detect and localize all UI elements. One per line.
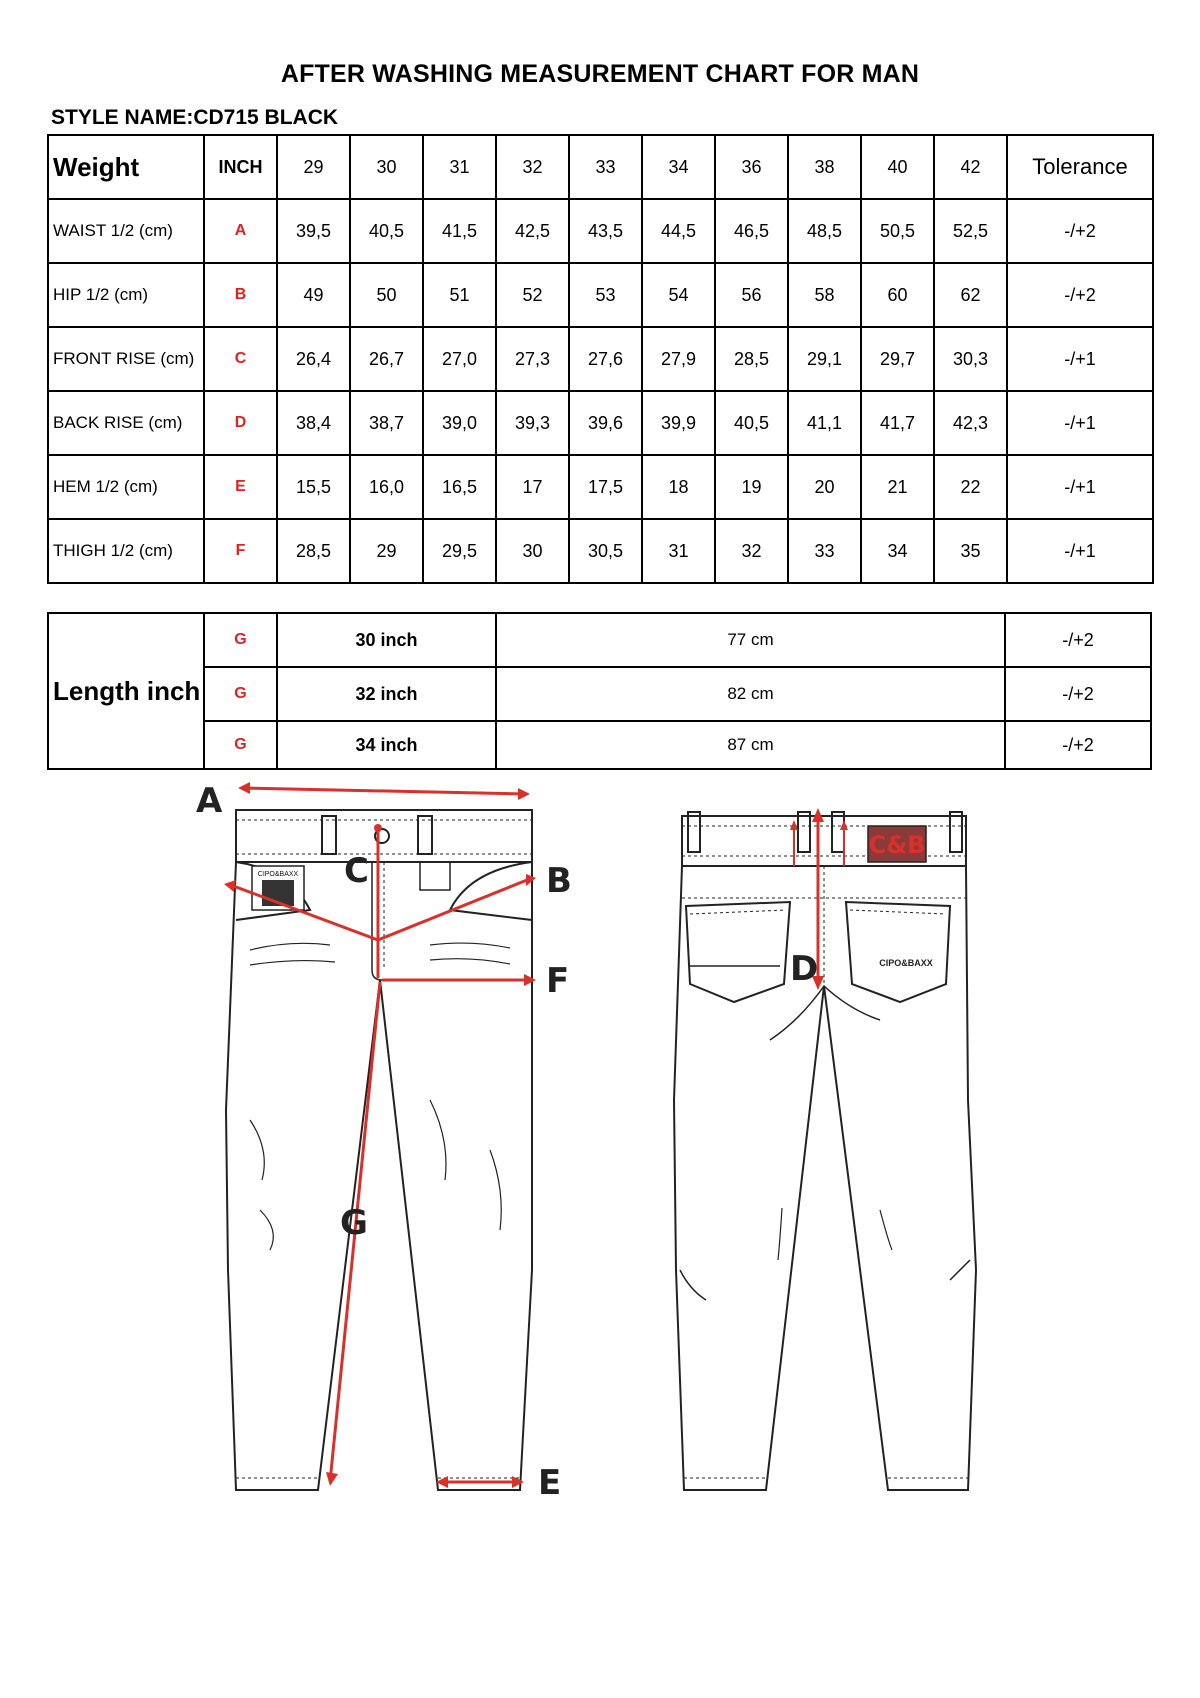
table-cell: 62 — [934, 263, 1007, 327]
table-cell: 52,5 — [934, 199, 1007, 263]
belt-loop — [322, 816, 336, 854]
table-cell: 26,7 — [350, 327, 423, 391]
table-row — [48, 519, 1153, 583]
table-cell: 39,0 — [423, 391, 496, 455]
table-cell: 30 — [496, 519, 569, 583]
header-size: 33 — [569, 135, 642, 199]
table-cell: 50,5 — [861, 199, 934, 263]
length-tolerance: -/+2 — [1005, 721, 1151, 769]
row-label: FRONT RISE (cm) — [48, 327, 204, 391]
table-cell: 15,5 — [277, 455, 350, 519]
row-label: BACK RISE (cm) — [48, 391, 204, 455]
length-table — [47, 612, 1152, 770]
measure-line-a — [242, 788, 526, 794]
header-size: 42 — [934, 135, 1007, 199]
length-cm: 77 cm — [496, 613, 1005, 667]
header-size: 32 — [496, 135, 569, 199]
length-cm: 82 cm — [496, 667, 1005, 721]
table-cell: 41,1 — [788, 391, 861, 455]
table-cell: 39,6 — [569, 391, 642, 455]
back-brand-label — [868, 826, 926, 862]
table-cell: 16,0 — [350, 455, 423, 519]
table-cell: 30,3 — [934, 327, 1007, 391]
front-pocket-right — [450, 862, 532, 920]
length-code: G — [204, 721, 277, 769]
page-title: AFTER WASHING MEASUREMENT CHART FOR MAN — [280, 60, 920, 88]
table-cell: 18 — [642, 455, 715, 519]
row-code: D — [204, 391, 277, 455]
length-inch: 32 inch — [277, 667, 496, 721]
belt-loop — [832, 812, 844, 852]
table-cell: 43,5 — [569, 199, 642, 263]
label-e: E — [538, 1463, 562, 1503]
table-cell: 49 — [277, 263, 350, 327]
row-label: HIP 1/2 (cm) — [48, 263, 204, 327]
belt-loop — [798, 812, 810, 852]
table-cell: 27,0 — [423, 327, 496, 391]
back-view — [674, 812, 976, 1490]
length-label: Length inch — [48, 613, 204, 769]
table-cell: 39,5 — [277, 199, 350, 263]
table-cell: 38,4 — [277, 391, 350, 455]
table-cell: 29,1 — [788, 327, 861, 391]
belt-loop — [418, 816, 432, 854]
jeans-technical-drawing — [0, 770, 1200, 1570]
table-cell: 20 — [788, 455, 861, 519]
belt-loop — [688, 812, 700, 852]
length-row — [48, 613, 1151, 667]
table-cell: 27,6 — [569, 327, 642, 391]
table-cell: 52 — [496, 263, 569, 327]
table-cell: 41,5 — [423, 199, 496, 263]
table-cell: 30,5 — [569, 519, 642, 583]
table-cell: 54 — [642, 263, 715, 327]
back-label-text: C&B — [868, 831, 926, 859]
header-inch: INCH — [204, 135, 277, 199]
back-pocket-text: CIPO&BAXX — [879, 958, 933, 968]
label-a: A — [196, 781, 223, 821]
length-inch: 34 inch — [277, 721, 496, 769]
table-cell: 44,5 — [642, 199, 715, 263]
table-cell: 48,5 — [788, 199, 861, 263]
table-cell: 50 — [350, 263, 423, 327]
header-size: 31 — [423, 135, 496, 199]
length-tolerance: -/+2 — [1005, 613, 1151, 667]
table-cell: 31 — [642, 519, 715, 583]
row-label: HEM 1/2 (cm) — [48, 455, 204, 519]
table-cell: 17,5 — [569, 455, 642, 519]
row-label: THIGH 1/2 (cm) — [48, 519, 204, 583]
table-cell: 51 — [423, 263, 496, 327]
back-pocket-right — [846, 902, 950, 1002]
table-cell: 39,3 — [496, 391, 569, 455]
table-cell: 22 — [934, 455, 1007, 519]
row-tolerance: -/+1 — [1007, 327, 1153, 391]
table-cell: 17 — [496, 455, 569, 519]
row-code: F — [204, 519, 277, 583]
back-pocket-left — [686, 902, 790, 1002]
table-cell: 41,7 — [861, 391, 934, 455]
table-cell: 35 — [934, 519, 1007, 583]
table-cell: 60 — [861, 263, 934, 327]
table-row — [48, 455, 1153, 519]
length-code: G — [204, 667, 277, 721]
label-c: C — [344, 851, 369, 891]
header-size: 40 — [861, 135, 934, 199]
header-tolerance: Tolerance — [1007, 135, 1153, 199]
table-cell: 33 — [788, 519, 861, 583]
length-row — [48, 721, 1151, 769]
table-cell: 29,5 — [423, 519, 496, 583]
length-code: G — [204, 613, 277, 667]
row-code: C — [204, 327, 277, 391]
table-cell: 58 — [788, 263, 861, 327]
table-cell: 42,5 — [496, 199, 569, 263]
row-tolerance: -/+1 — [1007, 391, 1153, 455]
header-size: 29 — [277, 135, 350, 199]
table-cell: 28,5 — [715, 327, 788, 391]
label-f: F — [546, 961, 570, 1001]
front-patch-text: CIPO&BAXX — [257, 871, 299, 878]
table-cell: 46,5 — [715, 199, 788, 263]
table-cell: 27,9 — [642, 327, 715, 391]
table-cell: 56 — [715, 263, 788, 327]
header-size: 38 — [788, 135, 861, 199]
row-code: B — [204, 263, 277, 327]
label-b: B — [546, 861, 572, 901]
table-cell: 40,5 — [715, 391, 788, 455]
table-cell: 19 — [715, 455, 788, 519]
table-cell: 21 — [861, 455, 934, 519]
label-d: D — [790, 949, 819, 989]
table-cell: 29,7 — [861, 327, 934, 391]
table-row — [48, 327, 1153, 391]
label-g: G — [340, 1203, 368, 1243]
table-cell: 29 — [350, 519, 423, 583]
row-tolerance: -/+2 — [1007, 199, 1153, 263]
row-label: WAIST 1/2 (cm) — [48, 199, 204, 263]
length-row — [48, 667, 1151, 721]
length-cm: 87 cm — [496, 721, 1005, 769]
row-code: A — [204, 199, 277, 263]
measurement-table — [47, 134, 1154, 584]
length-inch: 30 inch — [277, 613, 496, 667]
row-tolerance: -/+1 — [1007, 519, 1153, 583]
table-cell: 39,9 — [642, 391, 715, 455]
table-header-row — [48, 135, 1153, 199]
table-cell: 40,5 — [350, 199, 423, 263]
header-size: 36 — [715, 135, 788, 199]
table-cell: 42,3 — [934, 391, 1007, 455]
table-row — [48, 263, 1153, 327]
table-cell: 28,5 — [277, 519, 350, 583]
table-row — [48, 391, 1153, 455]
row-tolerance: -/+2 — [1007, 263, 1153, 327]
row-code: E — [204, 455, 277, 519]
header-size: 34 — [642, 135, 715, 199]
table-cell: 34 — [861, 519, 934, 583]
belt-loop — [950, 812, 962, 852]
table-cell: 16,5 — [423, 455, 496, 519]
table-row — [48, 199, 1153, 263]
table-cell: 38,7 — [350, 391, 423, 455]
style-name: STYLE NAME:CD715 BLACK — [51, 106, 339, 129]
table-cell: 32 — [715, 519, 788, 583]
header-weight: Weight — [48, 135, 204, 199]
header-size: 30 — [350, 135, 423, 199]
table-cell: 27,3 — [496, 327, 569, 391]
table-cell: 26,4 — [277, 327, 350, 391]
table-cell: 53 — [569, 263, 642, 327]
row-tolerance: -/+1 — [1007, 455, 1153, 519]
length-tolerance: -/+2 — [1005, 667, 1151, 721]
